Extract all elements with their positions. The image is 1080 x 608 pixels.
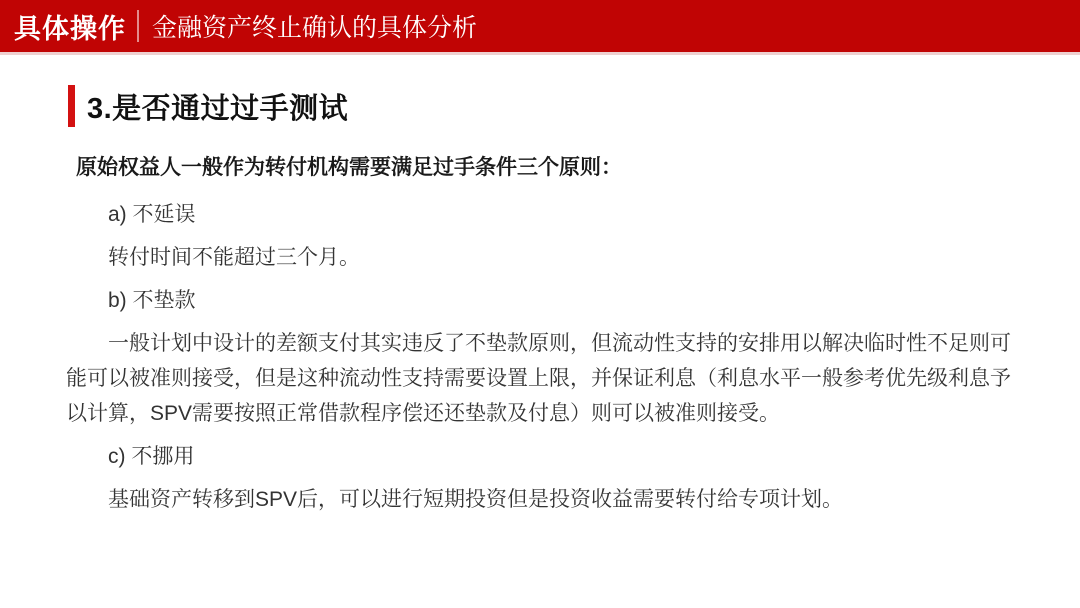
header-divider [137, 10, 139, 42]
item-b-body: 一般计划中设计的差额支付其实违反了不垫款原则，但流动性支持的安排用以解决临时性不足则可能可以被准则接受，但是这种流动性支持需要设置上限，并保证利息（利息水平一般参考优先级利息予以计算，SPV需要按照正常借款程序偿还还垫款及付息）则可以被准则接受。 [66, 332, 1011, 425]
section-title: 3.是否通过过手测试 [87, 92, 349, 125]
section-title-row [68, 85, 1020, 127]
slide-header-banner [0, 0, 1080, 55]
item-b-label: b) 不垫款 [108, 289, 196, 312]
item-a-label: a) 不延误 [108, 203, 196, 226]
lead-text: 原始权益人一般作为转付机构需要满足过手条件三个原则： [76, 156, 622, 179]
section-title-accent-bar [68, 85, 75, 127]
item-c-label: c) 不挪用 [108, 445, 195, 468]
slide-content [0, 55, 1080, 517]
header-section-tag: 具体操作 [14, 13, 126, 44]
header-title: 金融资产终止确认的具体分析 [152, 14, 478, 42]
item-c-body: 基础资产转移到SPV后，可以进行短期投资但是投资收益需要转付给专项计划。 [108, 488, 844, 511]
item-a-body: 转付时间不能超过三个月。 [108, 246, 360, 269]
